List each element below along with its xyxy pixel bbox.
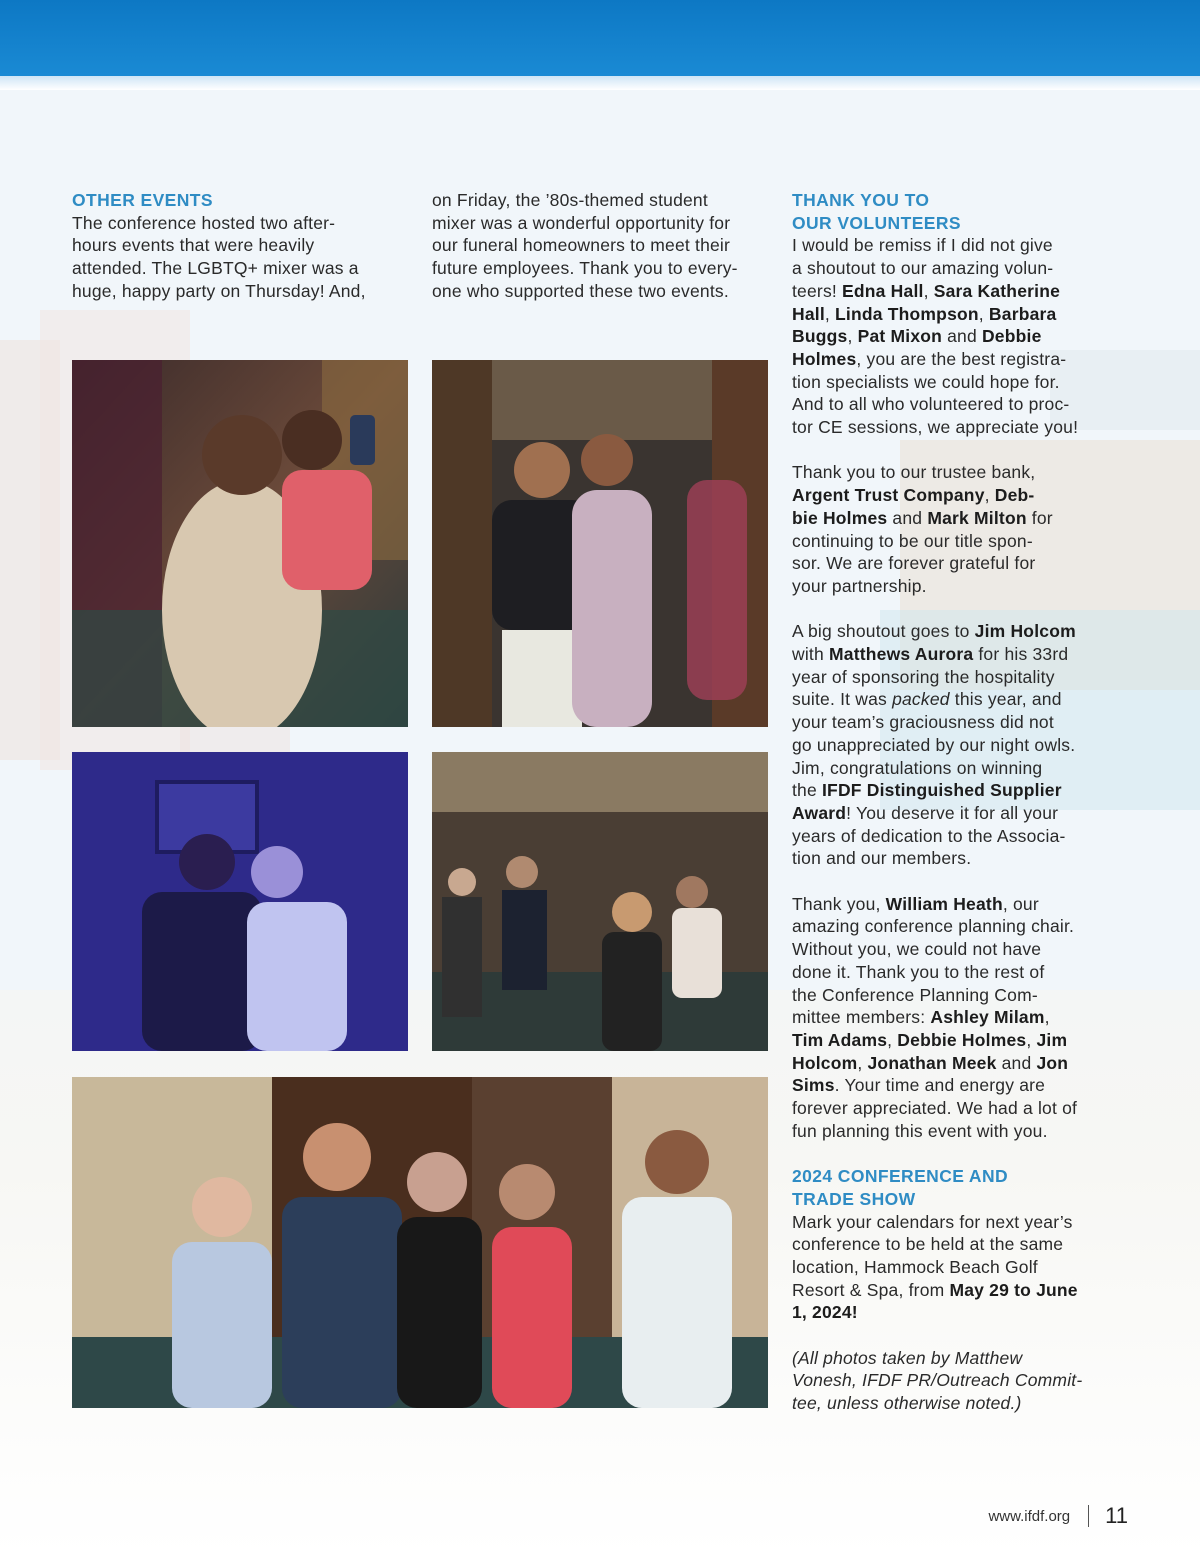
text-line: done it. Thank you to the rest of bbox=[792, 961, 1045, 982]
text-line: your partnership. bbox=[792, 575, 927, 596]
event-dates: May 29 to June bbox=[949, 1279, 1078, 1300]
text-line: forever appreciated. We had a lot of bbox=[792, 1098, 1078, 1119]
page-number: 11 bbox=[1105, 1503, 1128, 1528]
volunteer-name: Linda Thompson bbox=[835, 303, 979, 324]
photo-crowd-event bbox=[432, 752, 768, 1051]
text-line: A big shoutout goes to Jim Holcom bbox=[792, 621, 1076, 642]
text-line: bie Holmes and Mark Milton for bbox=[792, 507, 1053, 528]
text-line: tion specialists we could hope for. bbox=[792, 371, 1060, 392]
text-line: location, Hammock Beach Golf bbox=[792, 1256, 1038, 1277]
volunteer-name: Barbara bbox=[988, 303, 1057, 324]
text-line: future employees. Thank you to every- bbox=[432, 258, 738, 279]
text-line: a shoutout to our amazing volun- bbox=[792, 258, 1054, 279]
text-line: with Matthews Aurora for his 33rd bbox=[792, 644, 1069, 665]
text-line: sor. We are forever grateful for bbox=[792, 553, 1036, 574]
text-line: Resort & Spa, from May 29 to June bbox=[792, 1279, 1078, 1300]
text-line: mittee members: Ashley Milam, bbox=[792, 1007, 1050, 1028]
text-line: And to all who volunteered to proc- bbox=[792, 394, 1070, 415]
footer-divider bbox=[1088, 1505, 1089, 1527]
photo-two-women-party bbox=[432, 360, 768, 727]
column-3 bbox=[792, 189, 1112, 1415]
text-line: I would be remiss if I did not give bbox=[792, 235, 1053, 256]
column-1 bbox=[72, 189, 402, 303]
volunteer-name: Sara Katherine bbox=[933, 280, 1061, 301]
text-line: Hall, Linda Thompson, Barbara bbox=[792, 303, 1057, 324]
photo-group-of-five bbox=[72, 1077, 768, 1408]
text-line: mixer was a wonderful opportunity for bbox=[432, 212, 731, 233]
text-line: Without you, we could not have bbox=[792, 939, 1042, 960]
text-line: year of sponsoring the hospitality bbox=[792, 666, 1055, 687]
text-line: Tim Adams, Debbie Holmes, Jim bbox=[792, 1029, 1068, 1050]
text-line: Argent Trust Company, Deb- bbox=[792, 485, 1035, 506]
text-line: Sims. Your time and energy are bbox=[792, 1075, 1046, 1096]
volunteer-name: Edna Hall bbox=[842, 280, 924, 301]
page-footer bbox=[988, 1503, 1128, 1529]
text-line: your team’s graciousness did not bbox=[792, 712, 1054, 733]
text-line: tion and our members. bbox=[792, 848, 972, 869]
section-heading-volunteers-2: OUR VOLUNTEERS bbox=[792, 212, 961, 233]
trustee-bank: Argent Trust Company bbox=[792, 485, 985, 506]
text-line: go unappreciated by our night owls. bbox=[792, 734, 1076, 755]
text-line: The conference hosted two after- bbox=[72, 212, 336, 233]
text-line: hours events that were heavily bbox=[72, 235, 315, 256]
award-name: IFDF Distinguished Supplier bbox=[822, 780, 1062, 801]
header-rule bbox=[0, 76, 1200, 90]
section-heading-other-events: OTHER EVENTS bbox=[72, 190, 213, 210]
photo-selfie-mixer bbox=[72, 360, 408, 727]
text-line: Jim, congratulations on winning bbox=[792, 757, 1043, 778]
text-line: Holmes, you are the best registra- bbox=[792, 348, 1067, 369]
text-line: our funeral homeowners to meet their bbox=[432, 235, 731, 256]
text-line: teers! Edna Hall, Sara Katherine bbox=[792, 280, 1061, 301]
text-line: one who supported these two events. bbox=[432, 280, 729, 301]
text-line: Mark your calendars for next year’s bbox=[792, 1211, 1073, 1232]
text-line: 1, 2024! bbox=[792, 1302, 858, 1323]
text-line: amazing conference planning chair. bbox=[792, 916, 1075, 937]
section-heading-volunteers: THANK YOU TO bbox=[792, 190, 930, 210]
text-line: Award! You deserve it for all your bbox=[792, 802, 1059, 823]
text-line: conference to be held at the same bbox=[792, 1234, 1064, 1255]
text-line: the IFDF Distinguished Supplier bbox=[792, 780, 1062, 801]
section-heading-2024-conference-2: TRADE SHOW bbox=[792, 1188, 916, 1209]
text-line: attended. The LGBTQ+ mixer was a bbox=[72, 258, 359, 279]
text-line: years of dedication to the Associa- bbox=[792, 825, 1066, 846]
text-line: continuing to be our title spon- bbox=[792, 530, 1033, 551]
text-line: Thank you, William Heath, our bbox=[792, 893, 1039, 914]
section-heading-2024-conference: 2024 CONFERENCE AND bbox=[792, 1166, 1009, 1187]
website-url[interactable]: www.ifdf.org bbox=[988, 1507, 1071, 1525]
text-line: tor CE sessions, we appreciate you! bbox=[792, 417, 1079, 438]
text-line: fun planning this event with you. bbox=[792, 1120, 1048, 1141]
photo-purple-lit-duo bbox=[72, 752, 408, 1051]
photo-credit: Vonesh, IFDF PR/Outreach Commit- bbox=[792, 1370, 1083, 1391]
photo-credit: tee, unless otherwise noted.) bbox=[792, 1393, 1022, 1414]
volunteer-name: Pat Mixon bbox=[857, 326, 943, 347]
text-line: on Friday, the ’80s-themed student bbox=[432, 190, 708, 210]
text-line: the Conference Planning Com- bbox=[792, 984, 1038, 1005]
text-line: huge, happy party on Thursday! And, bbox=[72, 280, 366, 301]
text-line: Buggs, Pat Mixon and Debbie bbox=[792, 326, 1042, 347]
header-bar bbox=[0, 0, 1200, 76]
text-line: suite. It was packed this year, and bbox=[792, 689, 1062, 710]
photo-credit: (All photos taken by Matthew bbox=[792, 1347, 1023, 1368]
volunteer-name: Debbie bbox=[981, 326, 1042, 347]
text-line: Holcom, Jonathan Meek and Jon bbox=[792, 1052, 1069, 1073]
column-2 bbox=[432, 189, 768, 303]
text-line: Thank you to our trustee bank, bbox=[792, 462, 1036, 483]
